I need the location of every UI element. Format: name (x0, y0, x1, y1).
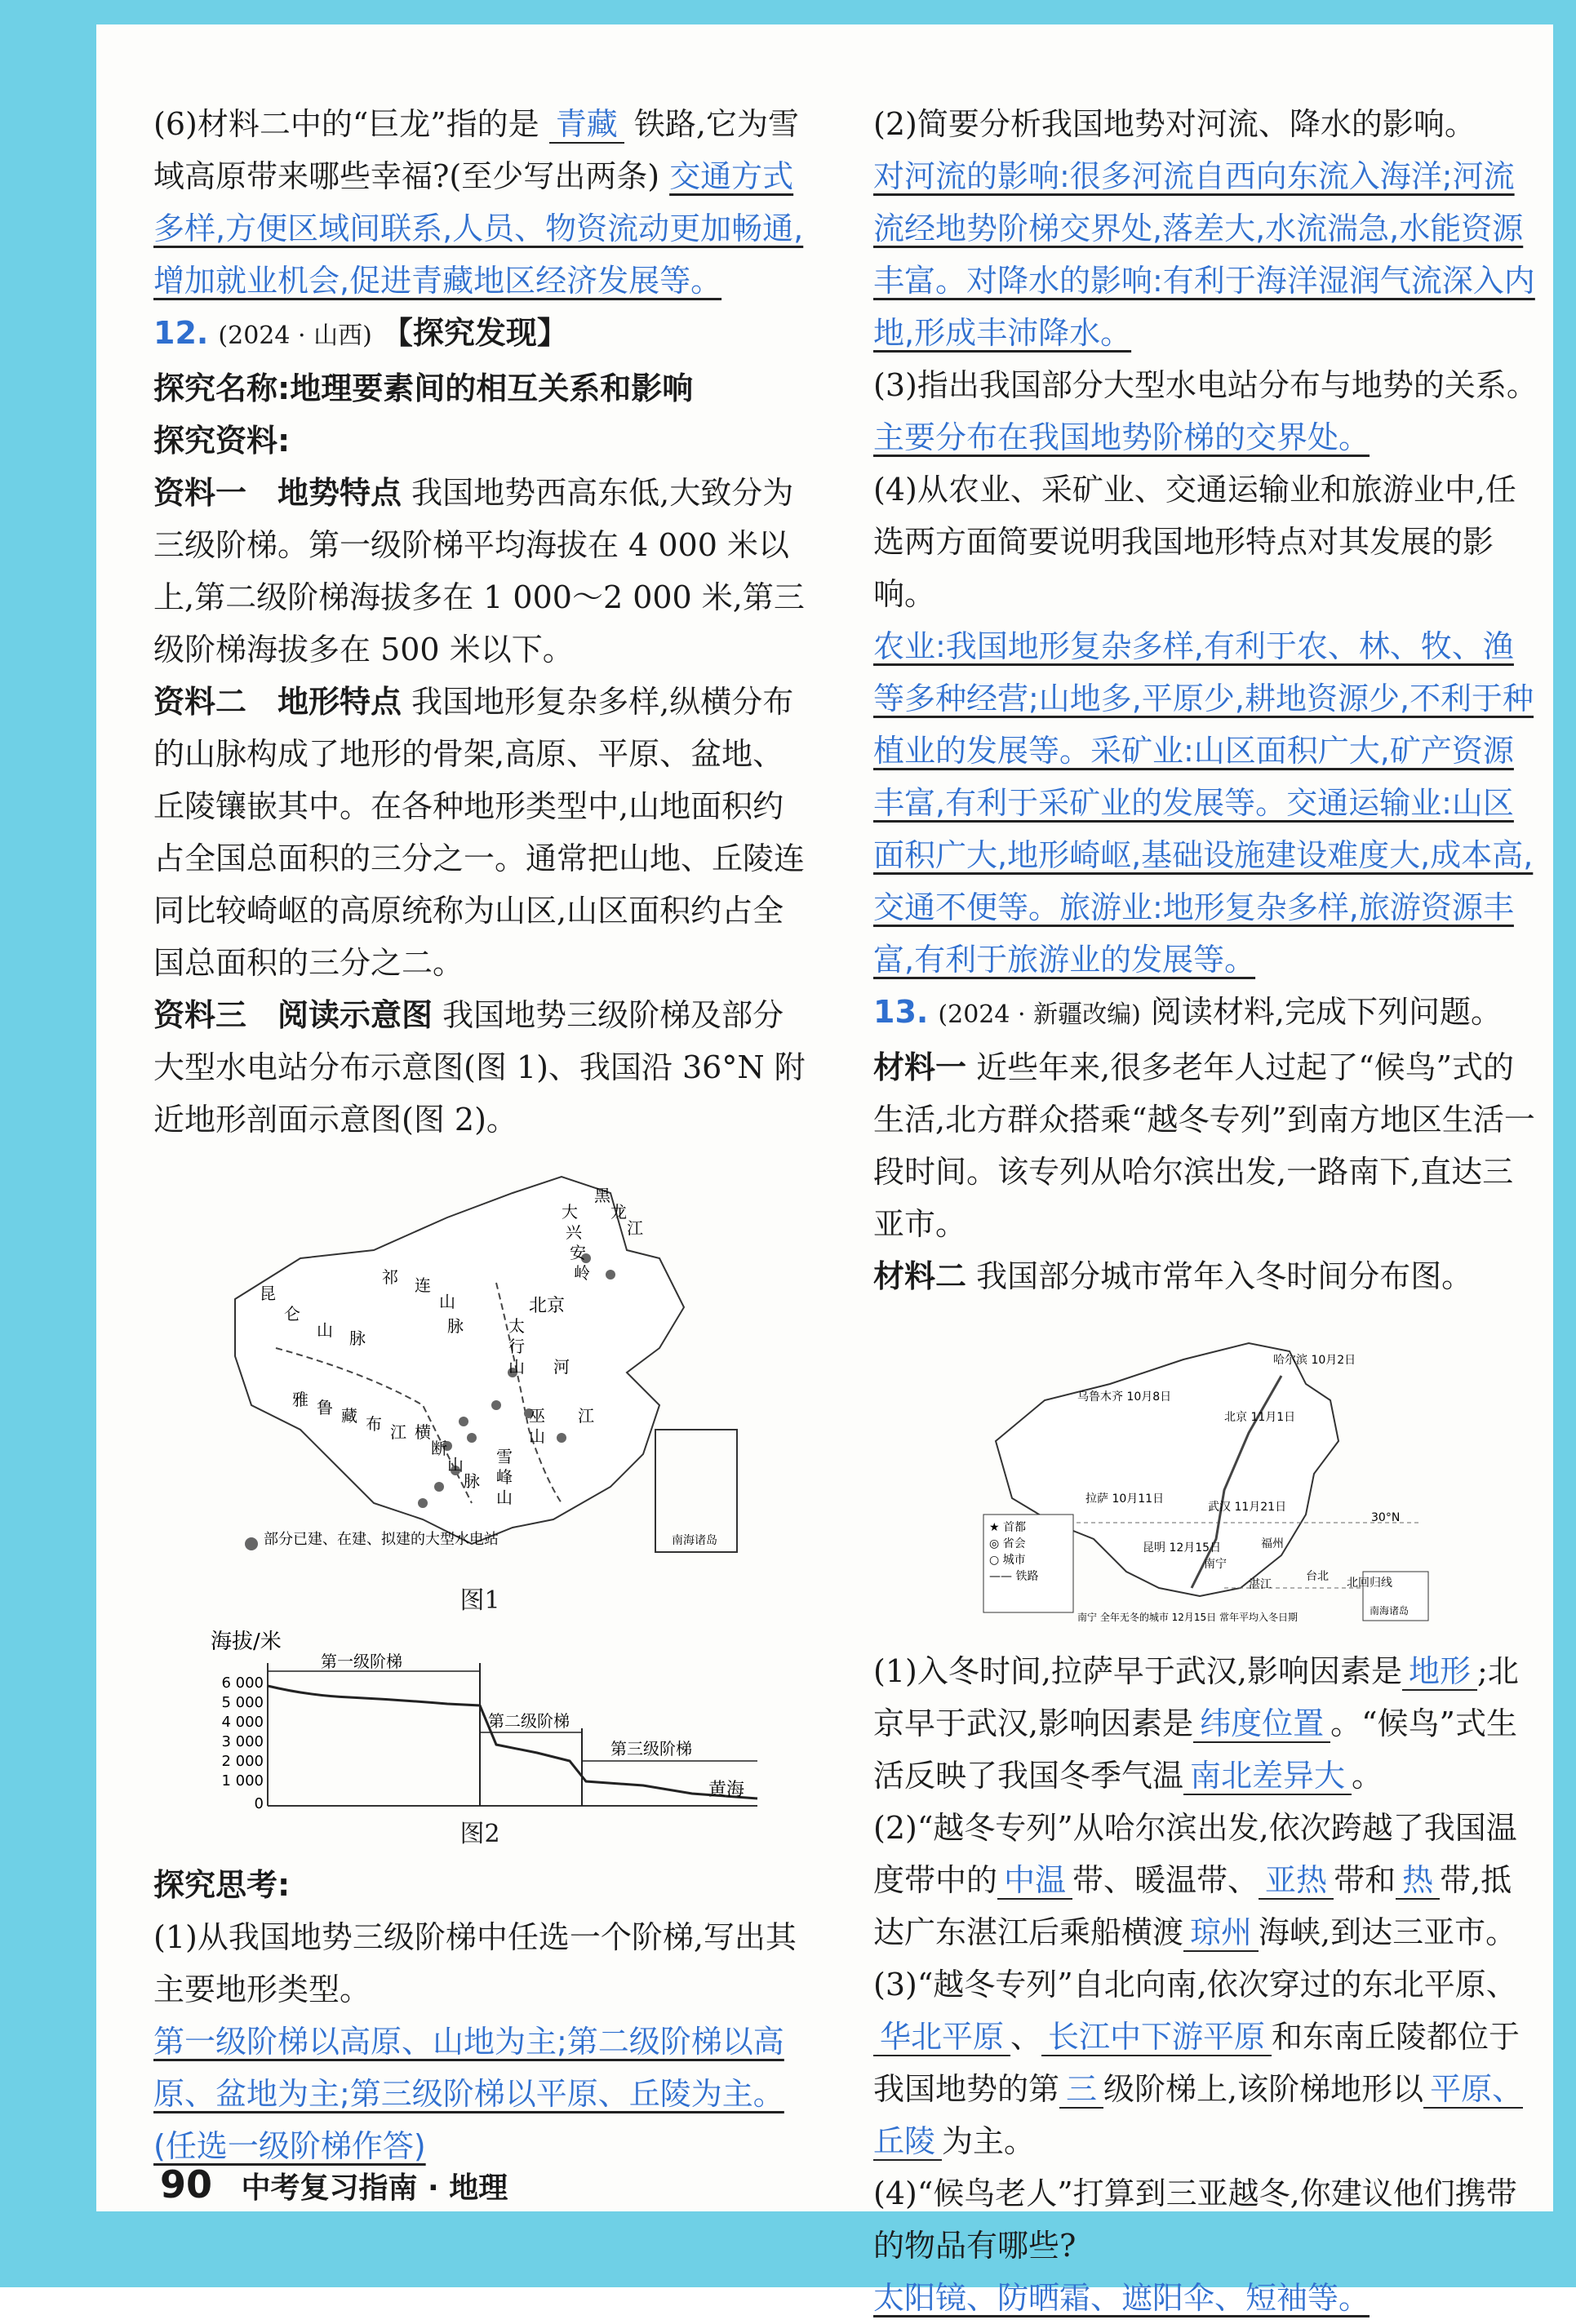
materials-heading: 探究资料: (153, 423, 291, 459)
s3-text-c: 和东南丘陵都位于我国地势的第 (873, 2019, 1521, 2107)
s3-text-b: 、 (1010, 2019, 1042, 2055)
thinking-q3: (3)指出我国部分大型水电站分布与地势的关系。 (873, 367, 1538, 403)
left-column (153, 98, 806, 2172)
thinking-q2: (2)简要分析我国地势对河流、降水的影响。 (873, 106, 1476, 142)
china-terrain-map (202, 1160, 757, 1585)
profile-y-label: 海拔/米 (211, 1630, 282, 1654)
map2-nanhai: 南海诸岛 (1370, 1605, 1410, 1617)
s2-text-e: 海峡,到达三亚市。 (1259, 1914, 1517, 1950)
material-1-heading: 资料一 地势特点 (153, 475, 402, 511)
s3-text-e: 为主。 (942, 2123, 1036, 2159)
q12-number: 12. (153, 315, 209, 351)
fig1-label-shan-1: 山 (317, 1320, 333, 1340)
profile-ytick-0: 0 (254, 1795, 264, 1812)
map2-beijing: 北京 11月1日 (1224, 1411, 1296, 1424)
q6-answer-1: 青藏 (549, 106, 624, 144)
profile-ytick-3000: 3 000 (221, 1733, 264, 1750)
fig1-label-mai-3: 脉 (464, 1471, 480, 1491)
fig1-label-xing: 兴 (566, 1222, 582, 1242)
s4-answer: 太阳镜、防晒霜、遮阳伞、短袖等。 (873, 2280, 1370, 2316)
map2-legend-city: ○ 城市 (989, 1554, 1026, 1567)
profile-step-1: 第一级阶梯 (321, 1652, 402, 1671)
thinking-q2-answer: 对河流的影响:很多河流自西向东流入海洋;河流流经地势阶梯交界处,落差大,水流湍急,水能资源丰富。对降水的影响:有利于海洋湿润气流深入内地,形成丰沛降水。 (873, 158, 1535, 351)
s2-answer-2: 亚热 (1259, 1862, 1334, 1900)
fig1-label-lun: 仑 (284, 1304, 300, 1324)
fig1-label-ya: 雅 (292, 1390, 309, 1409)
map2-kunming: 昆明 12月15日 (1143, 1541, 1222, 1555)
s2-text-a: (2)“越冬专列”从哈尔滨出发,依次跨越了我国温度带中的 (873, 1810, 1517, 1898)
fig1-label-jiang-3: 江 (578, 1406, 594, 1426)
q13-material-1-text: 近些年来,很多老年人过起了“候鸟”式的生活,北方群众搭乘“越冬专列”到南方地区生活一段时间。该专列从哈尔滨出发,一路南下,直达三亚市。 (873, 1049, 1535, 1242)
profile-ytick-6000: 6 000 (221, 1674, 264, 1692)
page-footer (160, 2162, 508, 2206)
q6-answer-2: 交通方式多样,方便区域间联系,人员、物资流动更加畅通,增加就业机会,促进青藏地区经济发展等。 (153, 158, 804, 299)
material-3-heading: 资料三 阅读示意图 (153, 997, 433, 1033)
q13-material-2-text: 我国部分城市常年入冬时间分布图。 (976, 1258, 1473, 1294)
thinking-q3-answer: 主要分布在我国地势阶梯的交界处。 (873, 419, 1370, 455)
fig1-label-beijing: 北京 (529, 1296, 566, 1316)
s4-question: (4)“候鸟老人”打算到三亚越冬,你建议他们携带的物品有哪些? (873, 2175, 1517, 2264)
figure-1-map (202, 1160, 757, 1585)
fig1-label-xue: 雪 (496, 1447, 513, 1466)
s2-text-d: 带,抵达广东湛江后乘船横渡 (873, 1862, 1512, 1950)
right-column (873, 98, 1543, 2324)
s3-answer-3: 三 (1059, 2071, 1103, 2109)
q13-header (873, 986, 1543, 1041)
fig1-label-hei: 黑 (594, 1186, 610, 1205)
figure-1-caption: 图1 (459, 1586, 500, 1615)
q6-prefix: (6)材料二中的“巨龙”指的是 (153, 106, 539, 142)
map2-zhanjiang: 湛江 (1249, 1578, 1272, 1591)
fig1-label-shan-6: 山 (447, 1455, 464, 1475)
fig1-label-duan: 断 (431, 1439, 447, 1458)
s3-text-a: (3)“越冬专列”自北向南,依次穿过的东北平原、 (873, 1967, 1517, 2002)
s1 (873, 1645, 1543, 1802)
s1-answer-3: 南北差异大 (1183, 1758, 1352, 1795)
book-title: 中考复习指南 · 地理 (241, 2171, 508, 2205)
material-1 (153, 467, 806, 676)
material-2 (153, 676, 806, 989)
thinking-q1: (1)从我国地势三级阶梯中任选一个阶梯,写出其主要地形类型。 (153, 1919, 797, 2007)
fig1-label-mai-1: 脉 (349, 1328, 366, 1348)
map2-legend-capital: ★ 首都 (989, 1521, 1027, 1534)
s2-answer-4: 琼州 (1183, 1914, 1259, 1952)
thinking-q4: (4)从农业、采矿业、交通运输业和旅游业中,任选两方面简要说明我国地形特点对其发展的影响。 (873, 472, 1516, 612)
map2-nanning: 南宁 (1204, 1558, 1227, 1571)
fig1-label-jiang-1: 江 (390, 1422, 406, 1442)
s2-answer-3: 热 (1396, 1862, 1440, 1900)
fig1-label-jiang-2: 江 (627, 1218, 643, 1238)
map2-lhasa: 拉萨 10月11日 (1085, 1492, 1165, 1506)
fig1-label-lian: 连 (415, 1275, 431, 1295)
fig1-label-kun: 昆 (260, 1284, 276, 1303)
fig1-label-long: 龙 (610, 1202, 627, 1222)
figure-2-profile (186, 1622, 774, 1818)
fig1-label-feng: 峰 (496, 1467, 513, 1487)
thinking-q4-answer: 农业:我国地形复杂多样,有利于农、林、牧、渔等多种经营;山地多,平原少,耕地资源少,不利于种植业的发展等。采矿业:山区面积广大,矿产资源丰富,有利于采矿业的发展等。交通运输业:山区面积广大,地形崎岖,基础设施建设难度大,成本高,交通不便等。旅游业:地形复杂多样,旅游资源丰富,有利于旅游业的发展等。 (873, 628, 1534, 978)
fig1-label-an: 安 (570, 1243, 586, 1262)
s1-text-b: ;北京早于武汉,影响因素是 (873, 1653, 1519, 1741)
topic: 探究名称:地理要素间的相互关系和影响 (153, 370, 694, 406)
map2-legend-note: 南宁 全年无冬的城市 12月15日 常年平均入冬日期 (1077, 1612, 1298, 1623)
fig1-label-shan-3: 山 (508, 1357, 525, 1377)
material-1-text: 我国地势西高东低,大致分为三级阶梯。第一级阶梯平均海拔在 4 000 米以上,第二级阶梯海拔多在 1 000～2 000 米,第三级阶梯海拔多在 500 米以下。 (153, 475, 805, 667)
terrain-profile (186, 1622, 774, 1818)
s2-text-c: 带和 (1334, 1862, 1396, 1898)
fig1-label-nanhai: 南海诸岛 (672, 1534, 717, 1547)
fig1-label-lu: 鲁 (317, 1398, 333, 1417)
thinking-heading: 探究思考: (153, 1867, 291, 1903)
map2-30n: 30°N (1371, 1511, 1401, 1524)
q13-source: (2024 · 新疆改编) (938, 1000, 1141, 1029)
q6 (153, 98, 806, 307)
s1-answer-2: 纬度位置 (1193, 1705, 1330, 1743)
map2-harbin: 哈尔滨 10月2日 (1273, 1354, 1356, 1367)
profile-label-sea: 黄海 (708, 1780, 745, 1800)
winter-map (979, 1327, 1436, 1629)
q13-material-1 (873, 1041, 1543, 1250)
s1-text-d: 。 (1352, 1758, 1383, 1794)
map2-wuhan: 武汉 11月21日 (1208, 1501, 1287, 1514)
material-3-text: 我国地势三级阶梯及部分大型水电站分布示意图(图 1)、我国沿 36°N 附近地形剖面示意图(图 2)。 (153, 997, 806, 1138)
q13-material-1-heading: 材料一 (873, 1049, 967, 1085)
s3-text-d: 级阶梯上,该阶梯地形以 (1103, 2071, 1424, 2107)
fig1-label-shan-2: 山 (439, 1292, 455, 1311)
fig1-label-tai: 太 (508, 1316, 525, 1336)
map2-fuzhou: 福州 (1261, 1537, 1284, 1550)
fig1-label-bu: 布 (366, 1414, 382, 1434)
profile-step-2: 第二级阶梯 (488, 1711, 570, 1731)
fig1-legend: 部分已建、在建、拟建的大型水电站 (264, 1531, 499, 1548)
fig1-label-he: 河 (553, 1357, 570, 1377)
fig1-label-hang: 行 (508, 1337, 525, 1356)
thinking-q1-answer: 第一级阶梯以高原、山地为主;第二级阶梯以高原、盆地为主;第三级阶梯以平原、丘陵为主。(任选一级阶梯作答) (153, 2024, 784, 2164)
q6-mid: 铁路,它为雪域高原带来哪些幸福?(至少写出两条) (153, 106, 799, 194)
q12-header (153, 307, 806, 362)
map2-tropic: 北回归线 (1347, 1577, 1392, 1590)
winter-entry-map (979, 1327, 1436, 1629)
material-2-text: 我国地形复杂多样,纵横分布的山脉构成了地形的骨架,高原、平原、盆地、丘陵镶嵌其中。在各种地形类型中,山地面积约占全国总面积的三分之一。通常把山地、丘陵连同比较崎岖的高原统称为山区,山区面积约占全国总面积的三分之二。 (153, 684, 806, 981)
fig1-label-ling: 岭 (574, 1263, 590, 1283)
fig1-label-zang: 藏 (341, 1406, 357, 1426)
profile-ytick-2000: 2 000 (221, 1753, 264, 1770)
s2 (873, 1802, 1543, 1958)
fig1-label-shan-4: 山 (529, 1426, 545, 1446)
s3 (873, 1958, 1543, 2167)
fig1-label-da: 大 (562, 1202, 578, 1222)
material-3 (153, 989, 806, 1146)
profile-step-3: 第三级阶梯 (610, 1739, 692, 1759)
q12-tag: 【探究发现】 (381, 315, 568, 351)
map2-legend-province: ◎ 省会 (989, 1537, 1026, 1550)
q13-material-2 (873, 1250, 1543, 1302)
s3-answer-1: 华北平原 (873, 2019, 1010, 2056)
fig1-label-mai-2: 脉 (447, 1316, 464, 1336)
s3-answer-4: 平原、丘陵 (873, 2071, 1524, 2159)
q12-source: (2024 · 山西) (218, 322, 372, 350)
s2-answer-1: 中温 (997, 1862, 1072, 1900)
fig1-label-heng: 横 (415, 1422, 431, 1442)
figure-2-caption: 图2 (459, 1820, 500, 1848)
map2-legend-railway: —— 铁路 (989, 1570, 1039, 1583)
q13-text: 阅读材料,完成下列问题。 (1150, 994, 1502, 1030)
profile-ytick-5000: 5 000 (221, 1694, 264, 1711)
profile-ytick-4000: 4 000 (221, 1714, 264, 1731)
map2-taipei: 台北 (1306, 1570, 1329, 1583)
profile-ytick-1000: 1 000 (221, 1772, 264, 1790)
s3-answer-2: 长江中下游平原 (1041, 2019, 1272, 2056)
fig1-label-shan-5: 山 (496, 1488, 513, 1507)
s1-answer-1: 地形 (1402, 1653, 1477, 1691)
fig1-label-wu: 巫 (529, 1406, 545, 1426)
s1-text-a: (1)入冬时间,拉萨早于武汉,影响因素是 (873, 1653, 1402, 1689)
s1-text-c: 。“候鸟”式生活反映了我国冬季气温 (873, 1705, 1517, 1794)
map2-urumqi: 乌鲁木齐 10月8日 (1077, 1390, 1172, 1404)
fig1-label-qi: 祁 (382, 1267, 398, 1287)
page-number: 90 (160, 2162, 213, 2206)
material-2-heading: 资料二 地形特点 (153, 684, 402, 720)
q13-number: 13. (873, 994, 929, 1030)
q13-material-2-heading: 材料二 (873, 1258, 967, 1294)
s2-text-b: 带、暖温带、 (1072, 1862, 1259, 1898)
